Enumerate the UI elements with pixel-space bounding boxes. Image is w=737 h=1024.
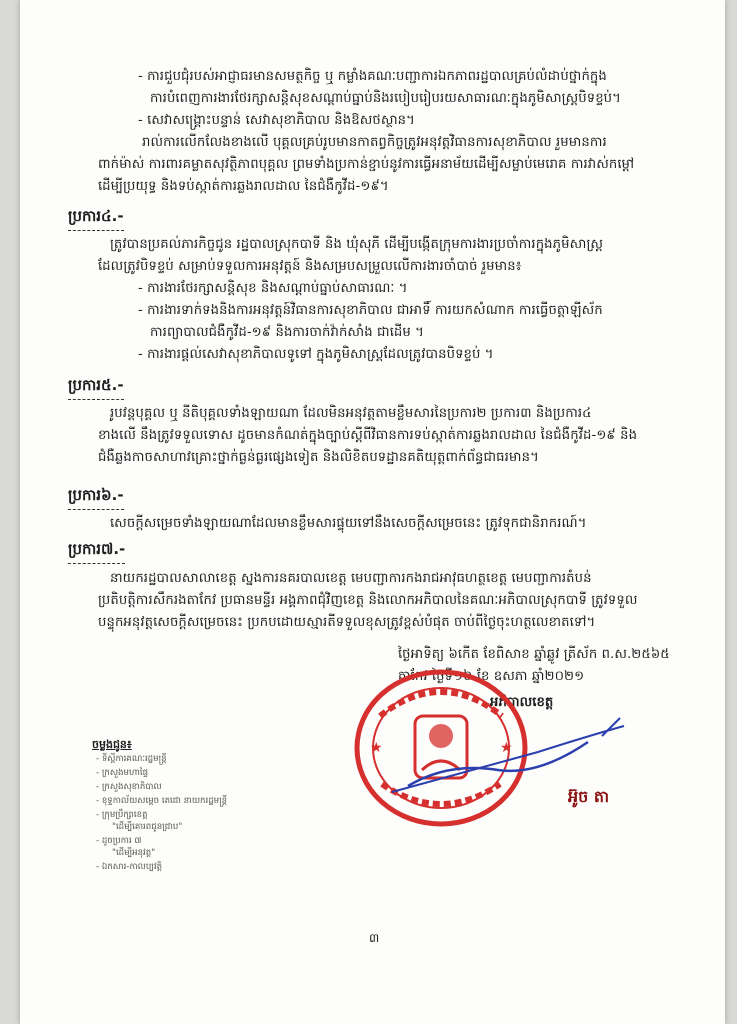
bullet-line: ការព្យាបាលជំងឺកូវីដ-១៩ និងការចាក់វ៉ាក់សាំង ជាដើម ។ — [150, 325, 424, 340]
heading-underline — [68, 399, 124, 400]
bullet-line: - សេវាសង្គ្រោះបន្ទាន់ សេវាសុខាភិបាល និងឱសថស្ថាន។ — [138, 113, 415, 128]
paragraph-line: ត្រូវបានប្រគល់ភារកិច្ចជូន រដ្ឋបាលស្រុកបាទី និង ឃុំសុភី ដើម្បីបង្កើតក្រុមការងារប្រចាំការក្នុងភូមិសាស្ត្រ — [110, 237, 604, 252]
paragraph-line: ពាក់ម៉ាស់ ការពារគម្លាតសុវត្ថិភាពបុគ្គល ព្រមទាំងប្រកាន់ខ្ជាប់នូវការធ្វើអនាម័យដើម្បីសម្លាប់មេរោគ ការវាស់កម្តៅ — [98, 157, 635, 172]
heading-underline — [68, 563, 125, 564]
article-5-heading-text: ប្រការ៥.- — [68, 376, 124, 394]
cc-item: - ក្រុមប្រឹក្សាខេត្ត — [96, 810, 148, 820]
cc-item: "ដើម្បីគោរពជូនជ្រាប" — [112, 822, 183, 832]
bullet-line: - ការងារថែរក្សាសន្តិសុខ និងសណ្តាប់ធ្នាប់សាធារណៈ ។ — [138, 281, 408, 296]
article-6-heading-text: ប្រការ៦.- — [68, 486, 124, 504]
cc-item: "ដើម្បីអនុវត្ត" — [112, 848, 156, 858]
article-5-heading — [68, 376, 124, 400]
paragraph-line: នាយករដ្ឋបាលសាលាខេត្ត ស្នងការនគរបាលខេត្ត មេបញ្ជាការកងរាជអាវុធហត្ថខេត្ត មេបញ្ជាការតំបន់ — [110, 571, 592, 586]
paragraph-line: បន្ទុកអនុវត្តសេចក្តីសម្រេចនេះ ប្រកបដោយស្មារតីទទួលខុសត្រូវខ្ពស់បំផុត ចាប់ពីថ្ងៃចុះហត្ថលេខាតទៅ។ — [98, 615, 596, 630]
page-number: ៣ — [369, 931, 380, 945]
paragraph-line: រាល់ការលើកលែងខាងលើ បុគ្គលគ្រប់រូបមានកាតព្វកិច្ចត្រូវអនុវត្តវិធានការសុខាភិបាល រួមមានការ — [142, 135, 607, 150]
paragraph-line: ដែលត្រូវបិទខ្ទប់ សម្រាប់ទទួលការអនុវត្តន៍ និងសម្របសម្រួលលើការងារចាំបាច់ រួមមាន៖ — [98, 259, 522, 274]
bullet-line: - ការងារផ្តល់សេវាសុខាភិបាលទូទៅ ក្នុងភូមិសាស្ត្រដែលត្រូវបានបិទខ្ទប់ ។ — [138, 347, 494, 362]
article-7-heading-text: ប្រការ៧.- — [68, 540, 126, 558]
lunar-date: ថ្ងៃអាទិត្យ ៦កើត ខែពិសាខ ឆ្នាំឆ្លូវ ត្រីស័ក ព.ស.២៥៦៥ — [398, 647, 670, 662]
solar-date: តាកែវ ថ្ងៃទី១៦ ខែ ឧសភា ឆ្នាំ២០២១ — [398, 669, 585, 684]
cc-item: - ដូចប្រការ ៧ — [96, 836, 142, 846]
paragraph-line: រូបវន្តបុគ្គល ឬ នីតិបុគ្គលទាំងឡាយណា ដែលមិនអនុវត្តតាមខ្លឹមសារនៃប្រការ២ ប្រការ៣ និងប្រការ៤ — [110, 406, 592, 421]
cc-title: ចម្លងជូន៖ — [92, 738, 132, 751]
paragraph-line: សេចក្តីសម្រេចទាំងឡាយណាដែលមានខ្លឹមសារផ្ទុយទៅនឹងសេចក្តីសម្រេចនេះ ត្រូវទុកជានិរាករណ៍។ — [110, 516, 587, 531]
paragraph-line: ជំងឺឆ្លងកាចសាហាវគ្រោះថ្នាក់ធ្ងន់ធ្ងរផ្សេងទៀត និងលិខិតបទដ្ឋានគតិយុត្តពាក់ព័ន្ធជាធរមាន។ — [98, 450, 539, 465]
cc-item: - ទីស្តីការគណៈរដ្ឋមន្ត្រី — [96, 754, 167, 764]
article-4-heading — [68, 207, 124, 231]
cc-item: - ក្រសួងសុខាភិបាល — [96, 782, 162, 792]
paragraph-line: ដើម្បីប្រយុទ្ធ និងទប់ស្កាត់ការឆ្លងរាលដាល នៃជំងឺកូវីដ-១៩។ — [98, 179, 389, 194]
cc-item: - ឯកសារ-កាលប្បវត្តិ — [96, 862, 163, 872]
article-6-heading — [68, 486, 124, 510]
heading-underline — [68, 230, 124, 231]
document-page — [20, 0, 725, 1024]
signer-title: អភិបាលខេត្ត — [490, 695, 554, 710]
heading-underline — [68, 509, 124, 510]
article-4-heading-text: ប្រការ៤.- — [68, 207, 124, 225]
cc-item: - ខុទ្ទកាល័យសម្តេច តេជោ នាយករដ្ឋមន្ត្រី — [96, 796, 228, 806]
svg-text:★: ★ — [370, 740, 383, 756]
bullet-line: - ការងារទាក់ទងនិងការអនុវត្តន៍វិធានការសុខាភិបាល ជាអាទិ៍ ការយកសំណាក ការធ្វើចត្តាឡីស័ក — [138, 303, 603, 318]
signer-name: អ៊ូច តា — [568, 787, 610, 806]
bullet-line: - ការជួបជុំរបស់អាជ្ញាធរមានសមត្ថកិច្ច ឬ កម្លាំងគណៈបញ្ជាការឯកភាពរដ្ឋបាលគ្រប់លំដាប់ថ្នាក់ក្នុង — [138, 69, 607, 84]
paragraph-line: ខាងលើ នឹងត្រូវទទួលទោស ដូចមានកំណត់ក្នុងច្បាប់ស្តីពីវិធានការទប់ស្កាត់ការឆ្លងរាលដាល នៃជំងឺកូវីដ-១៩ និង — [98, 428, 638, 443]
cc-item: - ក្រសួងមហាផ្ទៃ — [96, 768, 149, 778]
svg-text:★: ★ — [500, 740, 513, 756]
paragraph-line: ប្រតិបត្តិការសឹករងតាកែវ ប្រធានមន្ទីរ អង្គភាពជុំវិញខេត្ត និងលោកអភិបាលនៃគណៈអភិបាលស្រុកបាទី ត្រូវទទួល — [98, 593, 638, 608]
article-7-heading — [68, 540, 125, 564]
bullet-line: ការបំពេញការងារថែរក្សាសន្តិសុខសណ្តាប់ធ្នាប់និងរបៀបរៀបរយសាធារណៈក្នុងភូមិសាស្ត្របិទខ្ទប់។ — [150, 91, 621, 106]
